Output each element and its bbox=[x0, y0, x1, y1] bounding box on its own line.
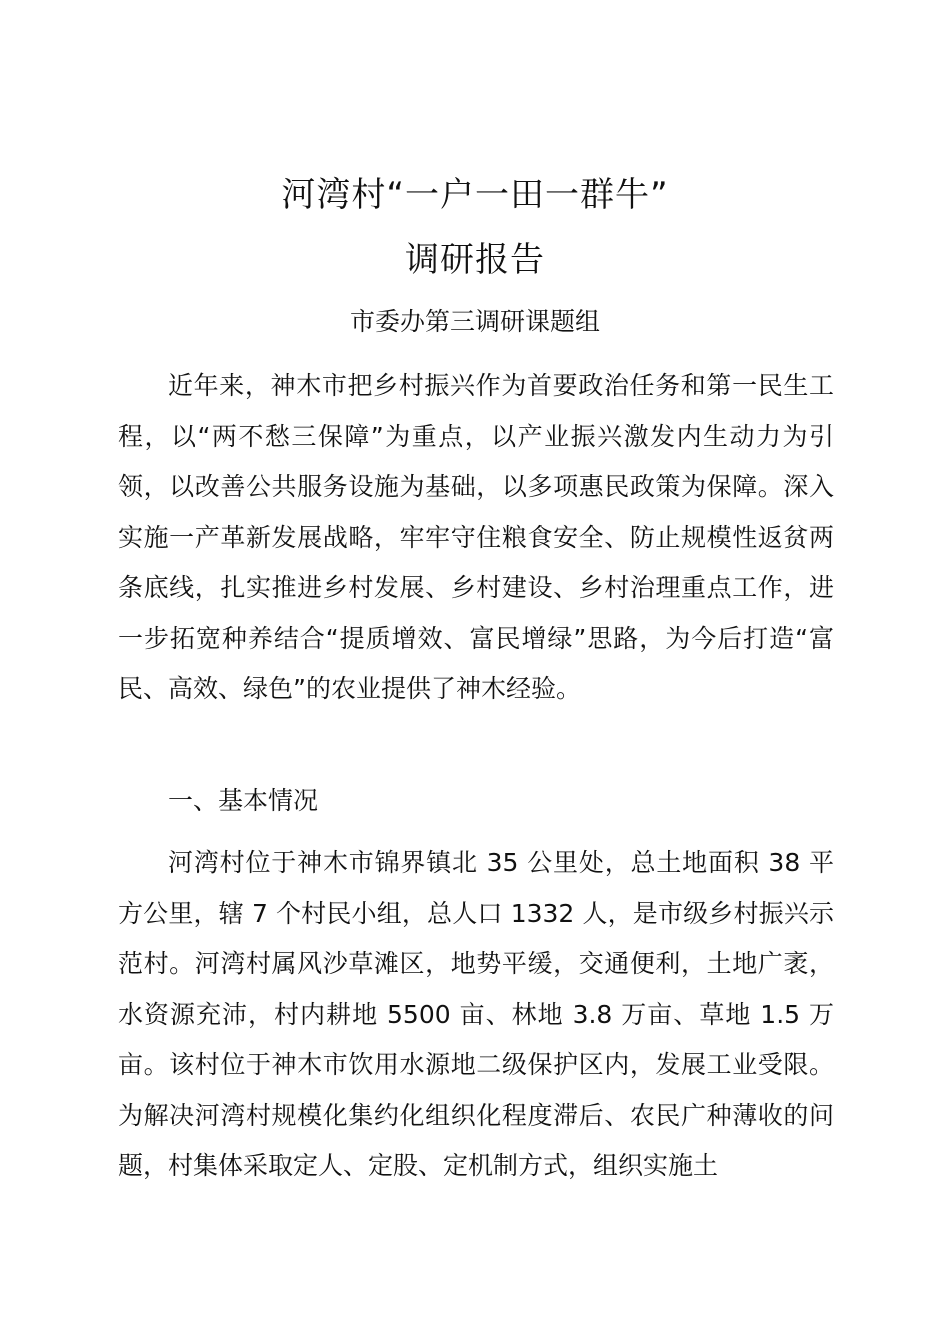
report-title-line-1: 河湾村“一户一田一群牛” bbox=[281, 175, 669, 215]
report-author: 市委办第三调研课题组 bbox=[349, 307, 600, 336]
section-heading-basic-situation: 一、基本情况 bbox=[168, 786, 319, 815]
intro-paragraph: 近年来，神木市把乡村振兴作为首要政治任务和第一民生工程，以“两不愁三保障”为重点，以产业振兴激发内生动力为引领，以改善公共服务设施为基础，以多项惠民政策为保障。深入实施一产革新发展战略，牢牢守住粮食安全、防止规模性返贫两条底线，扎实推进乡村发展、乡村建设、乡村治理重点工作，进一步拓宽种养结合“提质增效、富民增绿”思路，为今后打造“富民、高效、绿色”的农业提供了神木经验。 bbox=[118, 371, 834, 703]
basic-situation-paragraph: 河湾村位于神木市锦界镇北 35 公里处，总土地面积 38 平方公里，辖 7 个村民小组，总人口 1332 人，是市级乡村振兴示范村。河湾村属风沙草滩区，地势平缓，交通便利，土地广袤，水资源充沛，村内耕地 5500 亩、林地 3.8 万亩、草地 1.5 万亩。该村位于神木市饮用水源地二级保护区内，发展工业受限。为解决河湾村规模化集约化组织化程度滞后、农民广种薄收的问题，村集体采取定人、定股、定机制方式，组织实施土 bbox=[118, 848, 834, 1180]
report-title-line-2: 调研报告 bbox=[405, 240, 545, 280]
